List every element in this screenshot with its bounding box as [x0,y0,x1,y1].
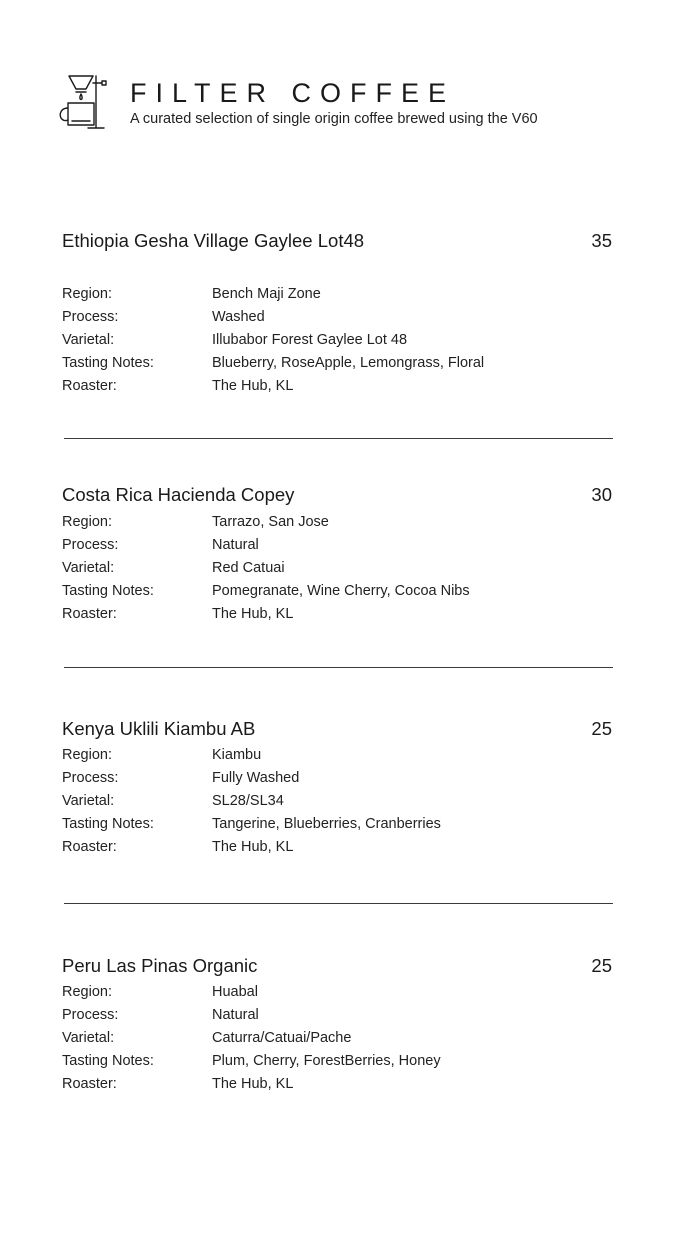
varietal-value: Caturra/Catuai/Pache [212,1030,352,1046]
region-row [62,984,612,1007]
section-divider [64,903,613,904]
process-value: Washed [212,309,265,325]
item-details [62,984,612,1099]
region-label: Region: [62,747,112,763]
tasting-notes-row [62,355,612,378]
varietal-row [62,560,612,583]
region-row [62,514,612,537]
region-value: Bench Maji Zone [212,286,321,302]
page-title: FILTER COFFEE [130,78,456,108]
roaster-row [62,1076,612,1099]
item-name: Costa Rica Hacienda Copey [62,484,295,505]
tasting-notes-value: Plum, Cherry, ForestBerries, Honey [212,1053,441,1069]
tasting-notes-row [62,583,612,606]
varietal-row [62,793,612,816]
item-details [62,514,612,629]
region-value: Tarrazo, San Jose [212,514,329,530]
tasting-notes-value: Blueberry, RoseApple, Lemongrass, Floral [212,355,485,371]
item-name: Ethiopia Gesha Village Gaylee Lot48 [62,230,365,251]
region-label: Region: [62,514,112,530]
process-label: Process: [62,537,119,553]
varietal-value: SL28/SL34 [212,793,284,809]
item-name: Kenya Uklili Kiambu AB [62,718,256,739]
item-price: 30 [591,484,612,505]
varietal-row [62,332,612,355]
roaster-label: Roaster: [62,1076,117,1092]
roaster-row [62,378,612,401]
varietal-value: Illubabor Forest Gaylee Lot 48 [212,332,408,348]
region-value: Huabal [212,984,258,1000]
roaster-value: The Hub, KL [212,378,294,394]
varietal-value: Red Catuai [212,560,285,576]
roaster-label: Roaster: [62,839,117,855]
varietal-label: Varietal: [62,560,115,576]
item-details [62,747,612,862]
roaster-row [62,839,612,862]
region-row [62,286,612,309]
tasting-notes-row [62,816,612,839]
tasting-notes-value: Tangerine, Blueberries, Cranberries [212,816,441,832]
item-price: 35 [591,230,612,251]
page-subtitle: A curated selection of single origin coffee brewed using the V60 [130,111,538,127]
varietal-label: Varietal: [62,1030,115,1046]
tasting-notes-label: Tasting Notes: [62,1053,154,1069]
process-value: Natural [212,537,259,553]
tasting-notes-row [62,1053,612,1076]
varietal-label: Varietal: [62,332,115,348]
varietal-label: Varietal: [62,793,115,809]
process-label: Process: [62,770,119,786]
region-value: Kiambu [212,747,262,763]
process-row [62,309,612,332]
tasting-notes-value: Pomegranate, Wine Cherry, Cocoa Nibs [212,583,470,599]
process-label: Process: [62,309,119,325]
tasting-notes-label: Tasting Notes: [62,355,154,371]
item-price: 25 [591,955,612,976]
menu-header [58,70,638,130]
tasting-notes-label: Tasting Notes: [62,583,154,599]
item-name: Peru Las Pinas Organic [62,955,258,976]
process-value: Natural [212,1007,259,1023]
section-divider [64,438,613,439]
item-price: 25 [591,718,612,739]
process-row [62,1007,612,1030]
process-row [62,537,612,560]
region-label: Region: [62,984,112,1000]
varietal-row [62,1030,612,1053]
tasting-notes-label: Tasting Notes: [62,816,154,832]
region-label: Region: [62,286,112,302]
roaster-row [62,606,612,629]
region-row [62,747,612,770]
roaster-value: The Hub, KL [212,839,294,855]
roaster-label: Roaster: [62,378,117,394]
roaster-label: Roaster: [62,606,117,622]
process-label: Process: [62,1007,119,1023]
roaster-value: The Hub, KL [212,606,294,622]
item-details [62,286,612,401]
process-value: Fully Washed [212,770,300,786]
section-divider [64,667,613,668]
roaster-value: The Hub, KL [212,1076,294,1092]
pour-over-coffee-icon [58,72,114,130]
process-row [62,770,612,793]
